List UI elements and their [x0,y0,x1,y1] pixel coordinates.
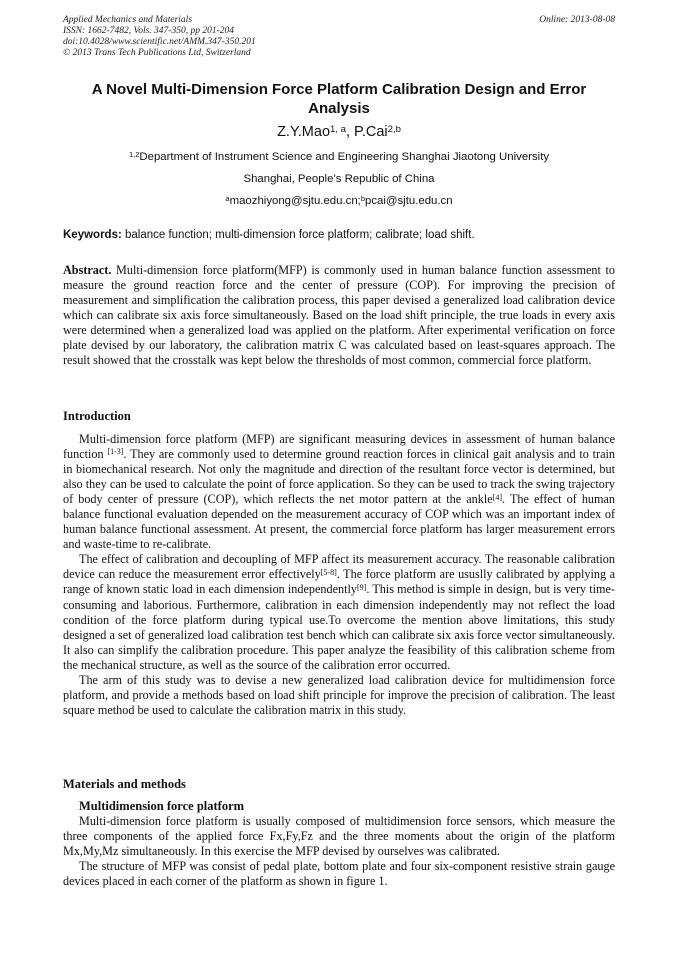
affiliation-city: Shanghai, People’s Republic of China [243,173,435,185]
department-text: Department of Instrument Science and Engineering Shanghai Jiaotong University [139,151,550,163]
methods-body [63,814,615,889]
paragraph-text: The effect of calibration and decoupling of MFP affect its measurement accuracy. The reasonable calibration device can reduce the measurement error effectively [63,552,615,582]
abstract-text: Multi-dimension force platform(MFP) is commonly used in human balance function assessment to measure the ground reaction force and the center of pressure (COP). For improving the precision of measurement and simplification the calibration process, this paper devised a generalized load calibration device which can calibrate six axis force simultaneously. Based on the load shift principle, the true loads in every axis were determined when a generalized load was applied on the platform. After experimental verification on force plate devised by our laboratory, the calibration matrix C was calculated based on least-squares approach. The result showed that the crosstalk was kept below the thresholds of most common, commercial force platform. [63,263,615,368]
abstract-label: Abstract. [63,263,112,277]
citation: [4] [492,492,503,502]
paragraph [63,432,615,552]
keywords [63,228,623,242]
paragraph-text: . The effect of human balance functional evaluation depended on the measurement accuracy of COP which was an important index of human balance functional assessment. At present, the commercial force platform has larger measurement errors and waste-time to re-calibrate. [63,492,615,552]
author-line [0,123,678,141]
keywords-text: balance function; multi-dimension force platform; calibrate; load shift. [121,229,475,241]
paragraph-text: Multi-dimension force platform (MFP) are significant measuring devices in assessment of human balance function [63,432,615,462]
journal-copyright: © 2013 Trans Tech Publications Ltd, Switzerland [63,48,251,58]
email-b: pcai@sjtu.edu.cn [365,195,453,207]
journal-name: Applied Mechanics and Materials [63,15,193,25]
citation: [5-8] [320,567,337,577]
affiliation-department [0,150,678,164]
author-name: Z.Y.Mao [277,124,331,140]
author-affiliation-mark: 2,b [387,123,401,135]
email-a: maozhiyong@sjtu.edu.cn; [229,195,361,207]
paragraph-text: . The force platform are ususlly calibrated by applying a range of known static load in each dimension independently [63,567,615,597]
author-separator: , [345,124,355,140]
author-emails [0,194,678,208]
paragraph [63,552,615,672]
paragraph: Multi-dimension force platform is usually composed of multidimension force sensors, which measure the three components of the applied force Fx,Fy,Fz and the three moments about the origin of the platform Mx,My,Mz simultaneously. In this exercise the MFP devised by ourselves was calibrated. [63,814,615,859]
abstract [63,263,615,368]
paper-title: A Novel Multi-Dimension Force Platform Calibration Design and Error Analysis [91,81,587,117]
paragraph-text: . They are commonly used to determine ground reaction forces in clinical gait analysis and to train in biomechanical research. Not only the magnitude and direction of the resultant force vector is determined, but also they can be used to calculate the point of force application. So they can be used to track the swing trajectory of body center of pressure (COP), which reflects the net motor pattern at the ankle [63,447,615,507]
paragraph-text: . This method is simple in design, but is very time-consuming and laborious. Furthermore, calibration in each dimension independently may not reflect the load condition of the force platform during typical use.To overcome the mention above limitations, this study designed a set of generalized load calibration test bench which can calibrate six axis force vector simultaneously. It also can simplify the calibration procedure. This paper analyze the feasibility of this calibration scheme from the mechanical structure, as well as the source of the calibration error occurred. [63,582,615,672]
section-heading-introduction: Introduction [63,409,131,423]
citation: [1-3] [107,447,124,457]
online-date: Online: 2013-08-08 [539,15,615,25]
section-heading-materials-methods: Materials and methods [63,777,186,791]
journal-doi: doi:10.4028/www.scientific.net/AMM.347-350.201 [63,37,256,47]
journal-issn: ISSN: 1662-7482, Vols. 347-350, pp 201-204 [63,26,234,36]
introduction-body [63,432,615,718]
journal-header [63,15,615,59]
email-mark: a [225,193,230,203]
author-name: P.Cai [354,124,388,140]
author-affiliation-mark: 1, a [330,123,346,135]
paragraph: The structure of MFP was consist of pedal plate, bottom plate and four six-component resistive strain gauge devices placed in each corner of the platform as shown in figure 1. [63,859,615,889]
affiliation-mark: 1,2 [128,149,140,159]
citation: [9] [356,582,367,592]
email-mark: b [360,193,366,203]
paragraph: The arm of this study was to devise a new generalized load calibration device for multidimension force platform, and provide a methods based on load shift principle for improve the precision of calibration. The least square method be used to calculate the calibration matrix in this study. [63,672,615,717]
subsection-heading-force-platform: Multidimension force platform [79,799,245,813]
keywords-label: Keywords: [63,229,122,241]
